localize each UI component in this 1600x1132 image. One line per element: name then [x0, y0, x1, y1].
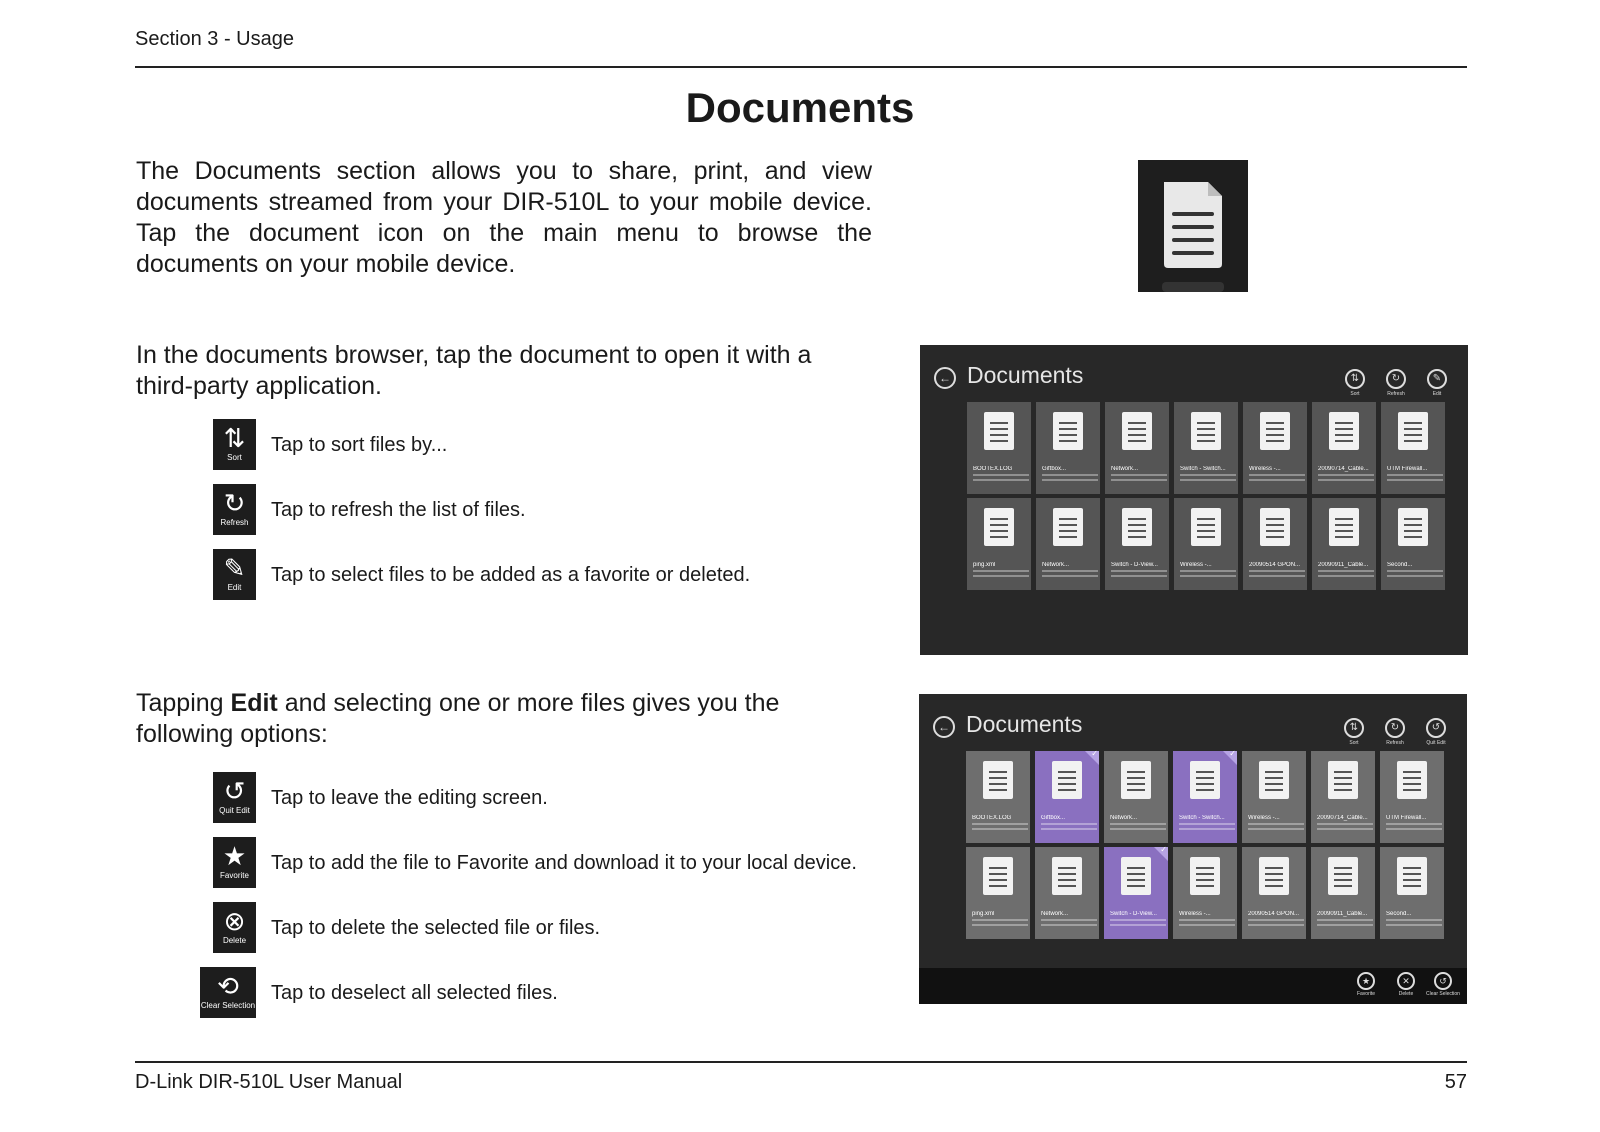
screenshot-title: Documents: [967, 362, 1084, 388]
document-icon: [1052, 857, 1082, 895]
sort-description: Tap to sort files by...: [271, 434, 448, 456]
favorite-icon: ★ Favorite: [1349, 972, 1383, 997]
document-icon: [983, 857, 1013, 895]
file-tile[interactable]: [967, 402, 1031, 494]
file-tile[interactable]: [1380, 847, 1444, 939]
document-icon: [1052, 761, 1082, 799]
quit-edit-icon: ↺ Quit Edit: [1418, 718, 1454, 746]
refresh-description: Tap to refresh the list of files.: [271, 499, 526, 521]
refresh-icon: ↻ Refresh: [1378, 369, 1414, 397]
file-name: Wireless -...: [1249, 466, 1281, 472]
file-name: ping.xml: [973, 562, 996, 568]
file-tile[interactable]: [966, 751, 1030, 843]
sort-icon: ⇅ Sort: [1337, 369, 1373, 397]
file-tile[interactable]: [1312, 402, 1376, 494]
edit-icon: ✎ Edit: [1419, 369, 1455, 397]
browser-paragraph: In the documents browser, tap the document to open it with a third-party application.: [136, 341, 812, 400]
document-icon: [983, 761, 1013, 799]
file-tile[interactable]: [1311, 847, 1375, 939]
file-name: 20090911_Cable...: [1318, 562, 1369, 568]
document-icon: [1328, 857, 1358, 895]
file-tile[interactable]: [1105, 402, 1169, 494]
file-tile[interactable]: [1243, 498, 1307, 590]
file-tile[interactable]: [1173, 847, 1237, 939]
document-icon: [1328, 761, 1358, 799]
delete-icon: ✕ Delete: [1389, 972, 1423, 997]
favorite-description: Tap to add the file to Favorite and download it to your local device.: [271, 852, 857, 874]
file-tile[interactable]: [1036, 402, 1100, 494]
footer-manual-name: D-Link DIR-510L User Manual: [135, 1071, 403, 1093]
file-tile[interactable]: [1242, 847, 1306, 939]
document-icon: [1191, 508, 1221, 546]
file-tile[interactable]: [1035, 847, 1099, 939]
footer-rule: [135, 1061, 1467, 1063]
file-tile[interactable]: [1381, 402, 1445, 494]
section-header: Section 3 - Usage: [135, 28, 294, 50]
file-name: Switch - D-View...: [1110, 911, 1157, 917]
favorite-icon: ★ Favorite: [213, 837, 256, 888]
file-tile[interactable]: [966, 847, 1030, 939]
document-icon: [1329, 412, 1359, 450]
document-icon: [1398, 412, 1428, 450]
file-name: Switch - Switch...: [1180, 466, 1226, 472]
document-icon: [1397, 761, 1427, 799]
edit-icon: ✎ Edit: [213, 549, 256, 600]
file-name: Switch - D-View...: [1111, 562, 1158, 568]
document-icon: [1259, 857, 1289, 895]
file-name: 20090714_Cable...: [1318, 466, 1369, 472]
document-icon: [1397, 857, 1427, 895]
file-tile[interactable]: [1105, 498, 1169, 590]
documents-edit-screenshot: [919, 694, 1467, 1004]
file-tile[interactable]: [1312, 498, 1376, 590]
intro-paragraph: The Documents section allows you to share, print, and view documents streamed from your DIR-510L to your mobile device. Tap the document icon on the main menu to browse the documents on your mobile device.: [136, 157, 872, 278]
document-icon: [984, 412, 1014, 450]
file-tile[interactable]: Switch - Switch... ✓: [1173, 751, 1237, 843]
file-tile[interactable]: [1381, 498, 1445, 590]
file-name: BOOTEX.LOG: [973, 466, 1013, 472]
file-name: Giftbox...: [1041, 815, 1066, 821]
page-title: Documents: [685, 84, 915, 131]
document-icon: [1190, 857, 1220, 895]
document-icon: [1053, 508, 1083, 546]
file-name: Network...: [1111, 466, 1139, 472]
file-tile[interactable]: [1036, 498, 1100, 590]
clear-selection-icon: ⟲ Clear Selection: [200, 967, 256, 1018]
clear-selection-description: Tap to deselect all selected files.: [271, 982, 558, 1004]
file-tile[interactable]: [1174, 498, 1238, 590]
file-name: ping.xml: [972, 911, 995, 917]
file-name: BOOTEX.LOG: [972, 815, 1012, 821]
quit-edit-description: Tap to leave the editing screen.: [271, 787, 548, 809]
file-name: Giftbox...: [1042, 466, 1067, 472]
file-tile[interactable]: [1104, 751, 1168, 843]
back-icon: ←: [934, 367, 956, 389]
file-tile[interactable]: [1311, 751, 1375, 843]
document-icon: [1122, 412, 1152, 450]
document-icon: [1329, 508, 1359, 546]
clear-selection-icon: ↺ Clear Selection: [1426, 972, 1460, 997]
delete-icon: ⊗ Delete: [213, 902, 256, 953]
sort-icon: ⇅ Sort: [213, 419, 256, 470]
file-name: Network...: [1042, 562, 1070, 568]
file-name: UTM Firewall...: [1386, 815, 1427, 821]
document-icon: [1121, 761, 1151, 799]
refresh-icon: ↻ Refresh: [213, 484, 256, 535]
file-name: Network...: [1110, 815, 1138, 821]
document-icon: [1259, 761, 1289, 799]
app-bar: [919, 968, 1467, 1004]
document-icon: [1260, 508, 1290, 546]
file-tile[interactable]: [1174, 402, 1238, 494]
edit-description: Tap to select files to be added as a favorite or deleted.: [271, 564, 751, 586]
file-name: Second...: [1386, 911, 1412, 917]
documents-app-icon: [1138, 160, 1248, 292]
file-tile[interactable]: [1380, 751, 1444, 843]
quit-edit-icon: ↺ Quit Edit: [213, 772, 256, 823]
file-name: Wireless -...: [1179, 911, 1211, 917]
page-number: 57: [1444, 1071, 1467, 1093]
file-tile[interactable]: [1243, 402, 1307, 494]
file-name: Switch - Switch...: [1179, 815, 1225, 821]
file-name: Second...: [1387, 562, 1413, 568]
file-name: Wireless -...: [1248, 815, 1280, 821]
back-icon: ←: [933, 716, 955, 738]
document-icon: [1190, 761, 1220, 799]
sort-icon: ⇅ Sort: [1336, 718, 1372, 746]
edit-paragraph: Tapping Edit and selecting one or more files gives you the following options:: [136, 689, 780, 748]
file-name: 20090714_Cable...: [1317, 815, 1368, 821]
document-icon: [1191, 412, 1221, 450]
document-icon: [984, 508, 1014, 546]
file-name: 20090514 GPON...: [1248, 911, 1300, 917]
file-tile[interactable]: Switch - D-View... ✓: [1104, 847, 1168, 939]
document-icon: [1398, 508, 1428, 546]
file-name: 20090911_Cable...: [1317, 911, 1368, 917]
screenshot-title: Documents: [966, 711, 1083, 737]
file-name: Wireless -...: [1180, 562, 1212, 568]
file-name: Network...: [1041, 911, 1069, 917]
document-icon: [1053, 412, 1083, 450]
document-icon: [1122, 508, 1152, 546]
file-tile[interactable]: [967, 498, 1031, 590]
delete-description: Tap to delete the selected file or files.: [271, 917, 601, 939]
file-name: 20090514 GPON...: [1249, 562, 1301, 568]
header-rule: [135, 66, 1467, 68]
document-icon: [1260, 412, 1290, 450]
file-name: UTM Firewall...: [1387, 466, 1428, 472]
file-tile[interactable]: Giftbox... ✓: [1035, 751, 1099, 843]
documents-browser-screenshot: [920, 345, 1468, 655]
document-icon: [1121, 857, 1151, 895]
refresh-icon: ↻ Refresh: [1377, 718, 1413, 746]
file-tile[interactable]: [1242, 751, 1306, 843]
